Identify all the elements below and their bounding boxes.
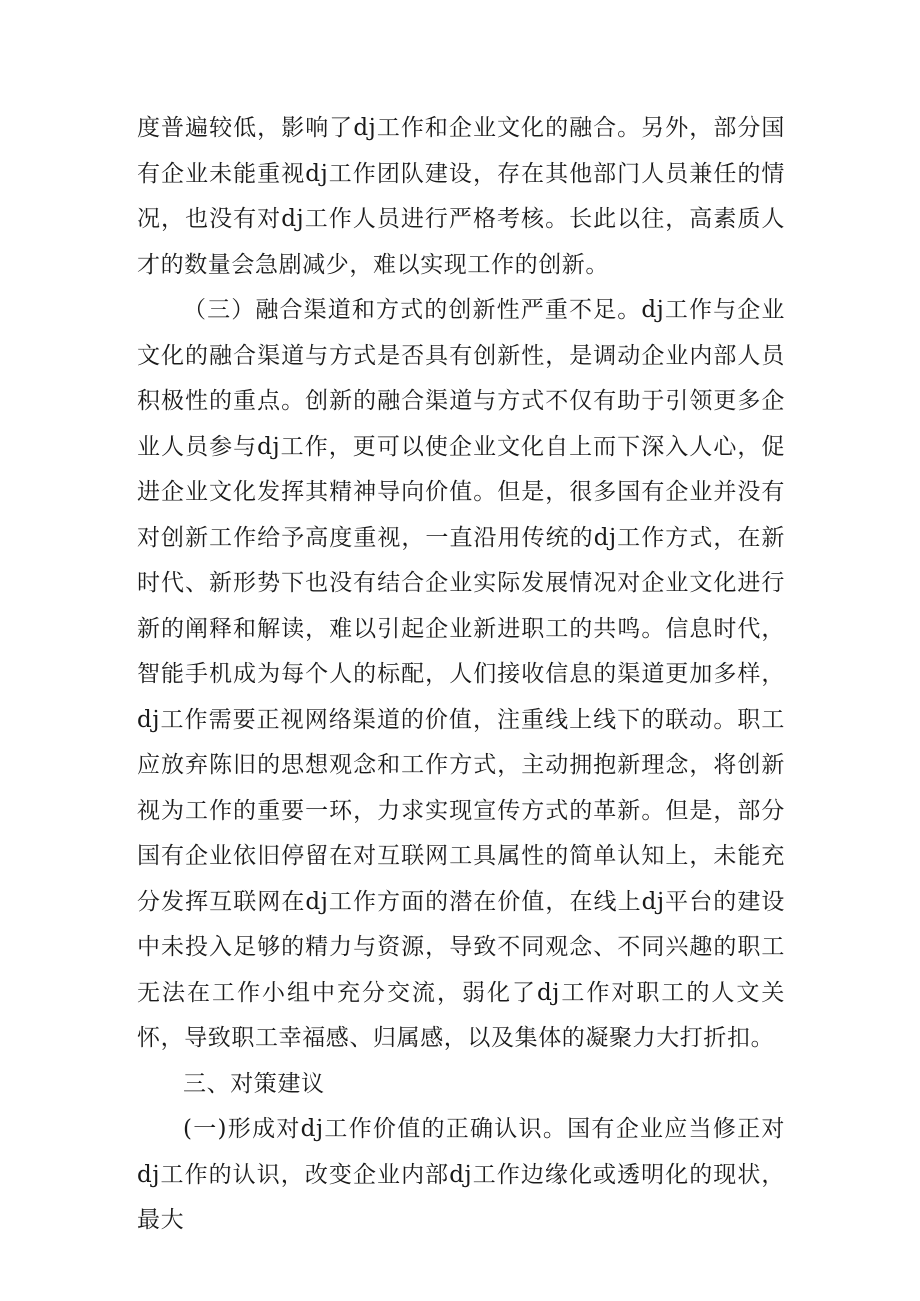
paragraph-continuation — [137, 106, 785, 288]
paragraph-text: 度普遍较低，影响了dj工作和企业文化的融合。另外，部分国有企业未能重视dj工作团队建设，存在其他部门人员兼任的情况，也没有对dj工作人员进行严格考核。长此以往，高素质人才的数量会急剧减少，难以实现工作的创新。 — [137, 115, 785, 278]
paragraph-text: 国有企业应当修正对dj工作的认识，改变企业内部dj工作边缘化或透明化的现状，最大 — [137, 1116, 785, 1233]
heading-text: 三、对策建议 — [183, 1070, 325, 1097]
paragraph-text: dj工作与企业文化的融合渠道与方式是否具有创新性，是调动企业内部人员积极性的重点。创新的融合渠道与方式不仅有助于引领更多企业人员参与dj工作，更可以使企业文化自上而下深入人心，促进企业文化发挥其精神导向价值。但是，很多国有企业并没有对创新工作给予高度重视，一直沿用传统的dj工作方式，在新时代、新形势下也没有结合企业实际发展情况对企业文化进行新的阐释和解读，难以引起企业新进职工的共鸣。信息时代，智能手机成为每个人的标配，人们接收信息的渠道更加多样，dj工作需要正视网络渠道的价值，注重线上线下的联动。职工应放弃陈旧的思想观念和工作方式，主动拥抱新理念，将创新视为工作的重要一环，力求实现宣传方式的革新。但是，部分国有企业依旧停留在对互联网工具属性的简单认知上，未能充分发挥互联网在dj工作方面的潜在价值，在线上dj平台的建设中未投入足够的精力与资源，导致不同观念、不同兴趣的职工无法在工作小组中充分交流，弱化了dj工作对职工的人文关怀，导致职工幸福感、归属感，以及集体的凝聚力大打折扣。 — [137, 297, 785, 1051]
paragraph-innovation-shortfall — [137, 288, 785, 1062]
section-lead: （三）融合渠道和方式的创新性严重不足。 — [183, 297, 642, 323]
section-heading — [137, 1062, 785, 1108]
paragraph-correct-understanding — [137, 1107, 785, 1244]
section-lead: (一)形成对dj工作价值的正确认识。 — [183, 1116, 568, 1142]
document-body — [137, 106, 785, 1244]
